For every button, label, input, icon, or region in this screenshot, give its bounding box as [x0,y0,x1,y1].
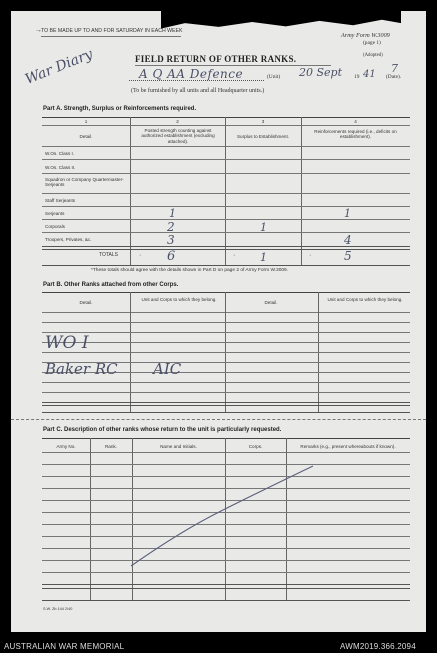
part-b-name: Baker RC [45,360,118,378]
totals-dot-2: · [233,252,236,259]
adopted-note: (Adopted) [363,53,383,58]
part-a-title: Part A. Strength, Surplus or Reinforcements required. [43,106,197,112]
part-a-footnote: *These totals should agree with the details shown in Part D on page 2 of Army Form W.3009. [91,268,289,273]
part-c-header-corps: Corps. [248,444,263,449]
privates-reinf: 4 [344,233,352,247]
totals-posted: 6 [167,249,176,264]
header-posted: Posted strength counting against authorized establishment (excluding attached). [141,128,215,144]
handwritten-year: 41 [363,69,376,80]
part-b-header-unit-1: Unit and Corps to which they belong. [141,297,217,302]
part-c-title: Part C. Description of other ranks whose return to the unit is particularly requested. [43,427,282,433]
form-name: Army Form W.3009 [341,32,390,39]
handwritten-unit: A Q AA Defence [139,67,244,81]
row-label-cqms: Squadron or Company Quartermaster-Serjeants [45,177,124,188]
footer-accession-number: AWM2019.366.2094 [340,642,416,651]
part-b-rank: WO I [45,333,89,353]
header-surplus: Surplus to Establishment. [236,134,290,139]
totals-reinf: 5 [344,249,352,263]
totals-surplus: 1 [260,251,267,264]
footer-institution: AUSTRALIAN WAR MEMORIAL [4,642,125,651]
totals-label: TOTALS [99,252,118,258]
serjeants-posted: 1 [169,207,176,220]
row-label-corporals: Corporals [45,224,65,229]
part-c-strike-line [11,11,426,632]
row-label-wo2: W.Os. Class II. [45,165,76,170]
part-b-title: Part B. Other Ranks attached from other Corps. [43,282,179,288]
handwritten-date-top: 7 [391,62,398,75]
row-label-staff-serjeants: Staff Serjeants [45,198,76,203]
year-prefix: 19 [354,74,360,80]
handwritten-war-diary: War Diary [23,46,96,88]
part-b-corps: AIC [153,360,182,378]
unit-label: (Unit) [267,74,281,80]
page-number: (page 1) [363,40,381,46]
form-paper [11,11,426,632]
row-label-privates: Troopers, Privates, &c. [45,237,92,242]
corporals-posted: 2 [167,220,175,234]
furnished-note: (To be furnished by all units and all Headquarter units.) [131,88,265,94]
totals-dot-3: · [309,252,312,259]
part-b-header-unit-2: Unit and Corps to which they belong. [327,297,403,302]
part-b-header-detail-1: Detail. [79,300,93,305]
part-c-header-remarks: Remarks (e.g., present whereabouts if known). [300,444,396,449]
col-number-3: 3 [261,119,265,124]
corporals-surplus: 1 [260,221,267,234]
print-code: S.W. Zb 144 2/40 [43,607,73,611]
part-b-header-detail-2: Detail. [264,300,278,305]
handwritten-day: 20 Sept [299,66,343,79]
top-note: TO BE MADE UP TO AND FOR SATURDAY IN EACH WEEK [41,28,183,34]
part-c-header-rank: Rank. [104,444,117,449]
col-number-4: 4 [354,119,357,124]
row-label-serjeants: Serjeants [45,211,65,216]
date-label: (Date). [386,74,402,80]
privates-posted: 3 [167,233,175,247]
part-c-header-army-no: Army No. [56,444,76,449]
form-title: FIELD RETURN OF OTHER RANKS. [135,54,297,64]
header-reinforcements: Reinforcements required (i.e., deficits on establishment). [314,129,397,140]
header-detail: Detail. [79,134,93,139]
col-number-1: 1 [84,119,88,124]
row-label-wo1: W.Os. Class I. [45,151,75,156]
col-number-2: 2 [176,119,179,124]
totals-dot-1: · [139,252,142,259]
serjeants-reinf: 1 [344,207,351,220]
part-c-header-name: Name and Initials. [160,444,197,449]
arrow-icon: → [35,27,42,34]
